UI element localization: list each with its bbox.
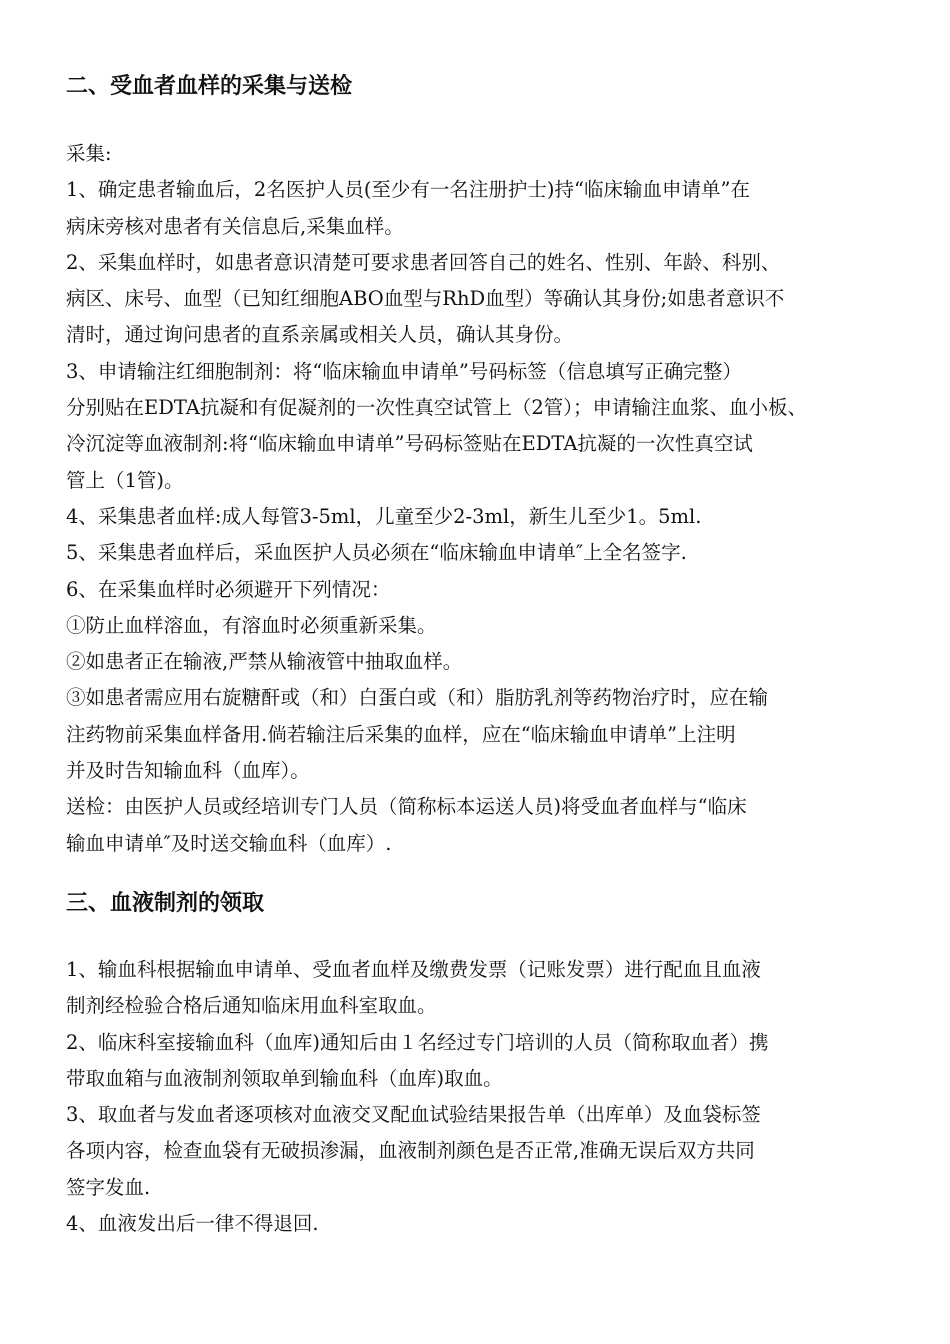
section-heading-specimen-collection: 二、受血者血样的采集与送检 bbox=[66, 74, 353, 99]
text-line: ③如患者需应用右旋糖酐或（和）白蛋白或（和）脂肪乳剂等药物治疗时，应在输 bbox=[66, 686, 769, 710]
text-line: 输血申请单″及时送交输血科（血库）. bbox=[66, 831, 392, 855]
text-line: 清时，通过询问患者的直系亲属或相关人员，确认其身份。 bbox=[66, 323, 574, 347]
text-line: 1、输血科根据输血申请单、受血者血样及缴费发票（记账发票）进行配血且血液 bbox=[66, 958, 761, 981]
text-line: 注药物前采集血样备用.倘若输注后采集的血样，应在“临床输血申请单”上注明 bbox=[66, 722, 736, 746]
text-line: 4、采集患者血样:成人每管3-5ml，儿童至少2-3ml，新生儿至少1。5ml. bbox=[66, 504, 702, 528]
text-line: 1、确定患者输血后，2名医护人员(至少有一名注册护士)持“临床输血申请单”在 bbox=[66, 178, 750, 202]
text-line: 4、血液发出后一律不得退回. bbox=[66, 1212, 319, 1236]
text-line: 送检：由医护人员或经培训专门人员（简称标本运送人员)将受血者血样与“临床 bbox=[66, 795, 747, 819]
text-line: 制剂经检验合格后通知临床用血科室取血。 bbox=[66, 994, 437, 1018]
text-line: 病床旁核对患者有关信息后,采集血样。 bbox=[66, 214, 404, 238]
text-line: 2、临床科室接输血科（血库)通知后由１名经过专门培训的人员（简称取血者）携 bbox=[66, 1030, 769, 1054]
section-heading-blood-product-pickup: 三、血液制剂的领取 bbox=[66, 891, 265, 916]
section-body-blood-product-pickup bbox=[66, 952, 896, 1242]
text-line: 各项内容，检查血袋有无破损渗漏，血液制剂颜色是否正常,准确无误后双方共同 bbox=[66, 1139, 755, 1163]
text-line: 冷沉淀等血液制剂:将“临床输血申请单”号码标签贴在EDTA抗凝的一次性真空试 bbox=[66, 432, 753, 456]
section-body-specimen-collection bbox=[66, 136, 896, 862]
text-line: 签字发血. bbox=[66, 1175, 151, 1199]
text-line: 2、采集血样时，如患者意识清楚可要求患者回答自己的姓名、性别、年龄、科别、 bbox=[66, 250, 781, 274]
text-line: 采集: bbox=[66, 142, 112, 165]
text-line: ②如患者正在输液,严禁从输液管中抽取血样。 bbox=[66, 650, 463, 674]
text-line: 6、在采集血样时必须避开下列情况： bbox=[66, 577, 391, 601]
text-line: 5、采集患者血样后，采血医护人员必须在“临床输血申请单″上全名签字. bbox=[66, 541, 687, 565]
text-line: 分别贴在EDTA抗凝和有促凝剂的一次性真空试管上（2管）；申请输注血浆、血小板、 bbox=[66, 396, 808, 420]
text-line: 带取血箱与血液制剂领取单到输血科（血库)取血。 bbox=[66, 1066, 503, 1090]
text-line: 并及时告知输血科（血库）。 bbox=[66, 759, 310, 783]
text-line: 病区、床号、血型（已知红细胞ABO血型与RhD血型）等确认其身份;如患者意识不 bbox=[66, 287, 785, 311]
text-line: 管上（1管)。 bbox=[66, 468, 184, 492]
text-line: 3、取血者与发血者逐项核对血液交叉配血试验结果报告单（出库单）及血袋标签 bbox=[66, 1103, 761, 1127]
text-line: 3、申请输注红细胞制剂：将“临床输血申请单”号码标签（信息填写正确完整） bbox=[66, 359, 742, 383]
text-line: ①防止血样溶血，有溶血时必须重新采集。 bbox=[66, 613, 437, 637]
